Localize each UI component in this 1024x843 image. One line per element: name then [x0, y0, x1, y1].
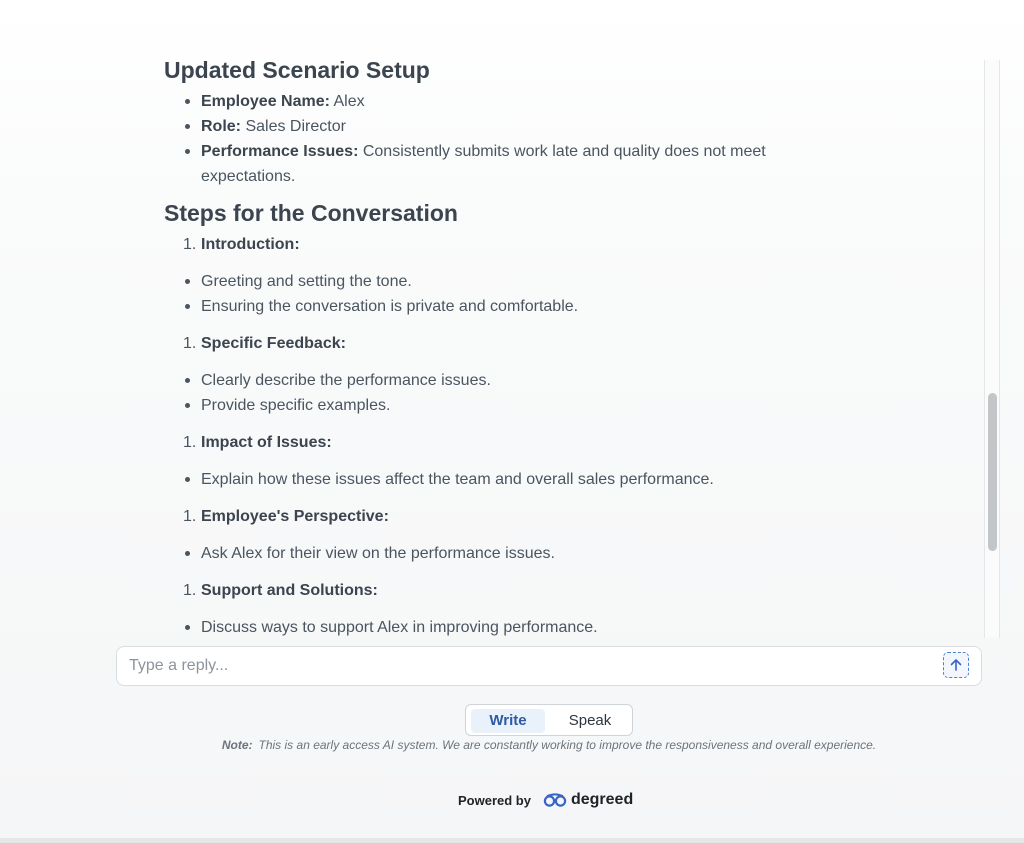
step-list	[164, 504, 824, 529]
step-number: 1.	[183, 335, 197, 352]
step-title: Specific Feedback:	[201, 335, 346, 352]
list-item: Ensuring the conversation is private and comfortable.	[164, 294, 824, 319]
step-title: Impact of Issues:	[201, 434, 332, 451]
speak-mode-button[interactable]: Speak	[568, 712, 612, 729]
disclaimer-note	[0, 738, 1024, 752]
write-mode-button[interactable]: Write	[471, 709, 545, 733]
note-label: Note:	[221, 738, 253, 752]
step-number: 1.	[183, 236, 197, 253]
step-title: Employee's Perspective:	[201, 508, 389, 525]
step-list	[164, 331, 824, 356]
step-item	[164, 232, 824, 257]
list-item	[164, 139, 824, 189]
step-list	[164, 232, 824, 257]
step-list	[164, 578, 824, 603]
scrollbar-track[interactable]	[984, 60, 1000, 638]
send-button[interactable]	[943, 652, 969, 678]
step-item	[164, 504, 824, 529]
scrollbar-thumb[interactable]	[988, 393, 997, 551]
step-bullets	[164, 269, 824, 319]
bottom-divider	[0, 838, 1024, 843]
degreed-logo-icon	[543, 793, 567, 807]
setup-heading: Updated Scenario Setup	[164, 57, 430, 83]
powered-by-footer	[458, 789, 633, 811]
list-item: Clearly describe the performance issues.	[164, 368, 824, 393]
setup-label: Performance Issues:	[201, 143, 359, 160]
powered-by-text: Powered by	[458, 792, 531, 808]
setup-label: Employee Name:	[201, 93, 330, 110]
setup-list	[164, 89, 824, 189]
reply-box	[116, 646, 982, 686]
step-item	[164, 331, 824, 356]
step-number: 1.	[183, 582, 197, 599]
step-bullets	[164, 467, 824, 492]
assistant-message	[164, 55, 824, 637]
list-item	[164, 89, 824, 114]
list-item: Explain how these issues affect the team and overall sales performance.	[164, 467, 824, 492]
list-item: Provide specific examples.	[164, 393, 824, 418]
reply-input[interactable]	[129, 647, 929, 685]
step-bullets	[164, 541, 824, 566]
step-number: 1.	[183, 508, 197, 525]
step-item	[164, 430, 824, 455]
setup-value: Sales Director	[241, 118, 346, 135]
step-bullets	[164, 368, 824, 418]
step-number: 1.	[183, 434, 197, 451]
mode-toggle	[465, 704, 633, 736]
note-text: This is an early access AI system. We are constantly working to improve the responsiveness and overall experience.	[258, 738, 877, 752]
steps-heading: Steps for the Conversation	[164, 200, 458, 226]
list-item: Ask Alex for their view on the performance issues.	[164, 541, 824, 566]
step-title: Introduction:	[201, 236, 300, 253]
step-bullets	[164, 615, 824, 637]
list-item: Greeting and setting the tone.	[164, 269, 824, 294]
step-item	[164, 578, 824, 603]
list-item: Discuss ways to support Alex in improving performance.	[164, 615, 824, 637]
step-list	[164, 430, 824, 455]
setup-value: Alex	[329, 93, 365, 110]
setup-value: Consistently submits work late and quality does not meet expectations.	[201, 143, 766, 185]
setup-label: Role:	[201, 118, 241, 135]
step-title: Support and Solutions:	[201, 582, 378, 599]
arrow-up-icon	[949, 658, 963, 672]
list-item	[164, 114, 824, 139]
degreed-brand-name: degreed	[570, 791, 634, 808]
